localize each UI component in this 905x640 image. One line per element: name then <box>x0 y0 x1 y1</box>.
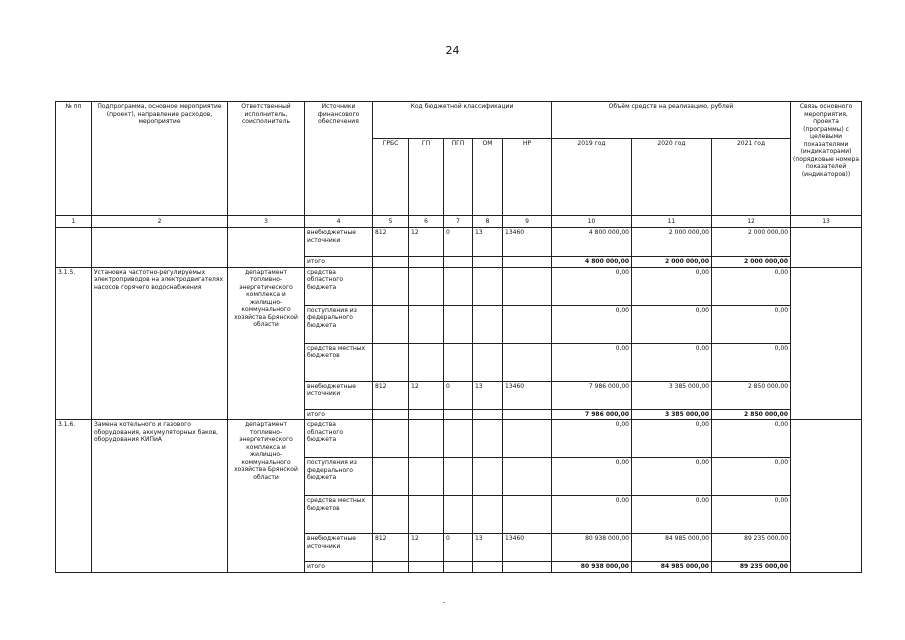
value-2021: 2 000 000,00 <box>712 228 791 257</box>
value-2019: 0,00 <box>552 458 632 496</box>
header-source: Источники финансового обеспечения <box>305 102 373 216</box>
gp-cell <box>409 257 444 268</box>
value-2020: 0,00 <box>632 458 712 496</box>
nr-cell <box>503 496 552 534</box>
header-budget-code: Код бюджетной классификации <box>373 102 552 139</box>
program-cell: Установка частотно-регулируемых электроприводов на электродвигателях насосов горячего водоснабжения <box>92 267 228 420</box>
grbs-cell <box>373 343 409 381</box>
value-2019: 0,00 <box>552 267 632 305</box>
nr-cell: 13460 <box>503 381 552 409</box>
value-2020: 0,00 <box>632 267 712 305</box>
gp-cell <box>409 458 444 496</box>
value-2021: 0,00 <box>712 420 791 458</box>
gp-cell: 12 <box>409 534 444 562</box>
nr-cell <box>503 257 552 268</box>
column-number: 5 <box>373 216 409 228</box>
pgp-cell <box>444 343 473 381</box>
om-cell <box>473 420 503 458</box>
value-2019: 0,00 <box>552 305 632 343</box>
total-label: итого <box>305 409 373 420</box>
om-cell: 13 <box>473 228 503 257</box>
pgp-cell <box>444 562 473 573</box>
om-cell <box>473 458 503 496</box>
column-number-row <box>56 216 862 228</box>
value-2021: 0,00 <box>712 267 791 305</box>
header-row <box>56 102 862 139</box>
nr-cell: 13460 <box>503 534 552 562</box>
column-number: 1 <box>56 216 92 228</box>
header-nr: НР <box>503 139 552 216</box>
source-cell: поступления из федерального бюджета <box>305 458 373 496</box>
total-2021: 2 000 000,00 <box>712 257 791 268</box>
value-2019: 7 986 000,00 <box>552 381 632 409</box>
nr-cell: 13460 <box>503 228 552 257</box>
source-cell: внебюджетные источники <box>305 381 373 409</box>
value-2020: 3 385 000,00 <box>632 381 712 409</box>
grbs-cell <box>373 562 409 573</box>
scan-speck <box>443 602 445 603</box>
pgp-cell: 0 <box>444 228 473 257</box>
gp-cell: 12 <box>409 381 444 409</box>
gp-cell <box>409 420 444 458</box>
pgp-cell: 0 <box>444 534 473 562</box>
link-cell <box>791 228 862 268</box>
gp-cell <box>409 305 444 343</box>
column-number: 11 <box>632 216 712 228</box>
column-number: 7 <box>444 216 473 228</box>
header-2021: 2021 год <box>712 139 791 216</box>
value-2021: 0,00 <box>712 343 791 381</box>
om-cell <box>473 267 503 305</box>
value-2021: 0,00 <box>712 496 791 534</box>
total-2021: 2 850 000,00 <box>712 409 791 420</box>
grbs-cell: 812 <box>373 534 409 562</box>
om-cell <box>473 409 503 420</box>
grbs-cell <box>373 420 409 458</box>
om-cell <box>473 496 503 534</box>
source-cell: средства местных бюджетов <box>305 496 373 534</box>
grbs-cell: 812 <box>373 228 409 257</box>
pgp-cell <box>444 257 473 268</box>
nr-cell <box>503 305 552 343</box>
header-num: № пп <box>56 102 92 216</box>
header-2020: 2020 год <box>632 139 712 216</box>
value-2021: 0,00 <box>712 458 791 496</box>
om-cell <box>473 257 503 268</box>
grbs-cell <box>373 458 409 496</box>
value-2021: 2 850 000,00 <box>712 381 791 409</box>
table-row <box>56 420 862 458</box>
header-program: Подпрограмма, основное мероприятие (проект), направление расходов, мероприятие <box>92 102 228 216</box>
grbs-cell <box>373 409 409 420</box>
table-row <box>56 267 862 305</box>
source-cell: средства местных бюджетов <box>305 343 373 381</box>
grbs-cell <box>373 267 409 305</box>
gp-cell <box>409 343 444 381</box>
grbs-cell <box>373 257 409 268</box>
total-2020: 84 985 000,00 <box>632 562 712 573</box>
om-cell <box>473 305 503 343</box>
source-cell: поступления из федерального бюджета <box>305 305 373 343</box>
budget-table <box>55 101 862 573</box>
column-number: 8 <box>473 216 503 228</box>
grbs-cell <box>373 496 409 534</box>
column-number: 13 <box>791 216 862 228</box>
om-cell <box>473 562 503 573</box>
source-cell: внебюджетные источники <box>305 534 373 562</box>
column-number: 10 <box>552 216 632 228</box>
pgp-cell <box>444 409 473 420</box>
source-cell: средства областного бюджета <box>305 267 373 305</box>
column-number: 4 <box>305 216 373 228</box>
pgp-cell <box>444 420 473 458</box>
nr-cell <box>503 562 552 573</box>
value-2019: 0,00 <box>552 496 632 534</box>
total-2020: 2 000 000,00 <box>632 257 712 268</box>
nr-cell <box>503 343 552 381</box>
column-number: 6 <box>409 216 444 228</box>
header-volume: Объём средств на реализацию, рублей <box>552 102 791 139</box>
executor-cell: департамент топливно-энергетического комплекса и жилищно-коммунального хозяйства Брянской области <box>228 420 305 573</box>
total-label: итого <box>305 257 373 268</box>
header-grbs: ГРБС <box>373 139 409 216</box>
value-2020: 0,00 <box>632 420 712 458</box>
value-2019: 0,00 <box>552 420 632 458</box>
source-cell: средства областного бюджета <box>305 420 373 458</box>
header-pgp: ПГП <box>444 139 473 216</box>
header-om: ОМ <box>473 139 503 216</box>
total-2019: 80 938 000,00 <box>552 562 632 573</box>
program-cell <box>92 228 228 268</box>
executor-cell <box>228 228 305 268</box>
header-executor: Ответственный исполнитель, соисполнитель <box>228 102 305 216</box>
pgp-cell <box>444 496 473 534</box>
header-gp: ГП <box>409 139 444 216</box>
om-cell <box>473 343 503 381</box>
nr-cell <box>503 458 552 496</box>
om-cell: 13 <box>473 381 503 409</box>
grbs-cell <box>373 305 409 343</box>
grbs-cell: 812 <box>373 381 409 409</box>
pgp-cell <box>444 267 473 305</box>
num-cell: 3.1.5. <box>56 267 92 420</box>
nr-cell <box>503 267 552 305</box>
value-2019: 4 800 000,00 <box>552 228 632 257</box>
total-2021: 89 235 000,00 <box>712 562 791 573</box>
program-cell: Замена котельного и газового оборудования, аккумуляторных баков, оборудования КИПиА <box>92 420 228 573</box>
column-number: 2 <box>92 216 228 228</box>
gp-cell <box>409 409 444 420</box>
value-2020: 2 000 000,00 <box>632 228 712 257</box>
value-2019: 80 938 000,00 <box>552 534 632 562</box>
column-number: 12 <box>712 216 791 228</box>
page-number: 24 <box>445 44 460 57</box>
total-2019: 4 800 000,00 <box>552 257 632 268</box>
value-2020: 0,00 <box>632 496 712 534</box>
om-cell: 13 <box>473 534 503 562</box>
pgp-cell <box>444 305 473 343</box>
link-cell <box>791 420 862 573</box>
nr-cell <box>503 420 552 458</box>
pgp-cell: 0 <box>444 381 473 409</box>
source-cell: внебюджетные источники <box>305 228 373 257</box>
value-2020: 0,00 <box>632 343 712 381</box>
value-2021: 89 235 000,00 <box>712 534 791 562</box>
header-2019: 2019 год <box>552 139 632 216</box>
table-row <box>56 228 862 257</box>
gp-cell <box>409 267 444 305</box>
value-2020: 84 985 000,00 <box>632 534 712 562</box>
value-2019: 0,00 <box>552 343 632 381</box>
column-number: 9 <box>503 216 552 228</box>
gp-cell <box>409 496 444 534</box>
link-cell <box>791 267 862 420</box>
value-2020: 0,00 <box>632 305 712 343</box>
total-2019: 7 986 000,00 <box>552 409 632 420</box>
value-2021: 0,00 <box>712 305 791 343</box>
pgp-cell <box>444 458 473 496</box>
executor-cell: департамент топливно-энергетического комплекса и жилищно-коммунального хозяйства Брянской области <box>228 267 305 420</box>
total-label: итого <box>305 562 373 573</box>
header-link: Связь основного мероприятия, проекта (программы) с целевыми показателями (индикаторами) (порядковые номера показателей (индикаторов)) <box>791 102 862 216</box>
gp-cell: 12 <box>409 228 444 257</box>
gp-cell <box>409 562 444 573</box>
column-number: 3 <box>228 216 305 228</box>
num-cell: 3.1.6. <box>56 420 92 573</box>
num-cell <box>56 228 92 268</box>
nr-cell <box>503 409 552 420</box>
total-2020: 3 385 000,00 <box>632 409 712 420</box>
